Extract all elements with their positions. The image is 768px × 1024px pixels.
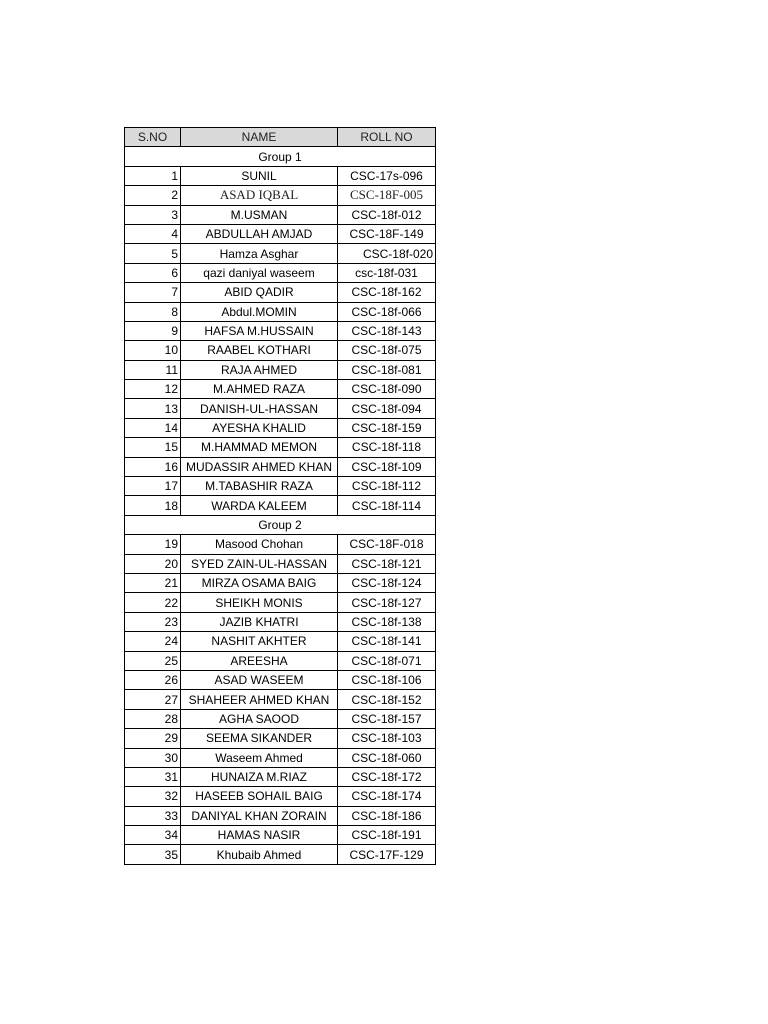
cell-sno: 23: [125, 612, 181, 631]
cell-sno: 2: [125, 186, 181, 205]
table-row: [125, 166, 436, 185]
cell-sno: 29: [125, 729, 181, 748]
cell-name: SEEMA SIKANDER: [181, 729, 338, 748]
cell-sno: 12: [125, 380, 181, 399]
table-row: [125, 283, 436, 302]
cell-sno: 4: [125, 224, 181, 243]
cell-roll-no: CSC-18f-090: [338, 380, 436, 399]
cell-name: SYED ZAIN-UL-HASSAN: [181, 554, 338, 573]
table-row: [125, 205, 436, 224]
table-row: [125, 826, 436, 845]
table-row: [125, 380, 436, 399]
cell-name: SUNIL: [181, 166, 338, 185]
cell-name: DANIYAL KHAN ZORAIN: [181, 806, 338, 825]
cell-roll-no: csc-18f-031: [338, 263, 436, 282]
cell-sno: 19: [125, 535, 181, 554]
cell-roll-no: CSC-18f-071: [338, 651, 436, 670]
cell-sno: 6: [125, 263, 181, 282]
header-sno: S.NO: [125, 128, 181, 147]
table-row: [125, 263, 436, 282]
cell-roll-no: CSC-18f-124: [338, 573, 436, 592]
cell-name: SHAHEER AHMED KHAN: [181, 690, 338, 709]
table-row: [125, 321, 436, 340]
cell-roll-no: CSC-18f-114: [338, 496, 436, 515]
table-row: [125, 457, 436, 476]
cell-name: DANISH-UL-HASSAN: [181, 399, 338, 418]
table-row: [125, 360, 436, 379]
cell-name: Masood Chohan: [181, 535, 338, 554]
cell-roll-no: CSC-18f-094: [338, 399, 436, 418]
cell-sno: 8: [125, 302, 181, 321]
table-row: [125, 709, 436, 728]
cell-sno: 14: [125, 418, 181, 437]
cell-name: Waseem Ahmed: [181, 748, 338, 767]
cell-roll-no: CSC-18F-149: [338, 224, 436, 243]
cell-roll-no: CSC-18F-018: [338, 535, 436, 554]
table-row: [125, 554, 436, 573]
cell-roll-no: CSC-18f-141: [338, 632, 436, 651]
cell-name: AGHA SAOOD: [181, 709, 338, 728]
cell-name: JAZIB KHATRI: [181, 612, 338, 631]
table-row: [125, 302, 436, 321]
cell-name: MIRZA OSAMA BAIG: [181, 573, 338, 592]
student-group-table: [124, 127, 436, 865]
cell-roll-no: CSC-18f-109: [338, 457, 436, 476]
cell-sno: 7: [125, 283, 181, 302]
table-row: [125, 186, 436, 205]
table-row: [125, 651, 436, 670]
cell-name: qazi daniyal waseem: [181, 263, 338, 282]
cell-sno: 25: [125, 651, 181, 670]
cell-name: M.HAMMAD MEMON: [181, 438, 338, 457]
cell-sno: 3: [125, 205, 181, 224]
cell-roll-no: CSC-18f-127: [338, 593, 436, 612]
cell-sno: 33: [125, 806, 181, 825]
cell-sno: 11: [125, 360, 181, 379]
cell-roll-no: CSC-17s-096: [338, 166, 436, 185]
cell-name: SHEIKH MONIS: [181, 593, 338, 612]
cell-roll-no: CSC-18f-162: [338, 283, 436, 302]
table-row: [125, 845, 436, 864]
cell-roll-no: CSC-18f-172: [338, 767, 436, 786]
cell-sno: 31: [125, 767, 181, 786]
cell-name: Hamza Asghar: [181, 244, 338, 263]
cell-roll-no: CSC-18f-012: [338, 205, 436, 224]
table-row: [125, 341, 436, 360]
cell-sno: 22: [125, 593, 181, 612]
cell-name: M.TABASHIR RAZA: [181, 477, 338, 496]
cell-roll-no: CSC-18f-075: [338, 341, 436, 360]
header-roll-no: ROLL NO: [338, 128, 436, 147]
cell-sno: 21: [125, 573, 181, 592]
table-row: [125, 535, 436, 554]
cell-roll-no: CSC-18f-138: [338, 612, 436, 631]
cell-sno: 1: [125, 166, 181, 185]
cell-name: ABDULLAH AMJAD: [181, 224, 338, 243]
cell-sno: 5: [125, 244, 181, 263]
cell-sno: 20: [125, 554, 181, 573]
header-row: [125, 128, 436, 147]
cell-name: HAMAS NASIR: [181, 826, 338, 845]
cell-sno: 24: [125, 632, 181, 651]
cell-sno: 13: [125, 399, 181, 418]
cell-sno: 18: [125, 496, 181, 515]
cell-roll-no: CSC-18f-121: [338, 554, 436, 573]
table-row: [125, 399, 436, 418]
table-row: [125, 806, 436, 825]
cell-sno: 27: [125, 690, 181, 709]
cell-name: RAJA AHMED: [181, 360, 338, 379]
cell-name: WARDA KALEEM: [181, 496, 338, 515]
cell-sno: 17: [125, 477, 181, 496]
cell-sno: 9: [125, 321, 181, 340]
cell-sno: 30: [125, 748, 181, 767]
cell-roll-no: CSC-18f-112: [338, 477, 436, 496]
table-row: [125, 224, 436, 243]
cell-sno: 34: [125, 826, 181, 845]
table-body: [125, 147, 436, 864]
table-row: [125, 418, 436, 437]
cell-name: AREESHA: [181, 651, 338, 670]
cell-roll-no: CSC-18f-118: [338, 438, 436, 457]
cell-roll-no: CSC-18f-060: [338, 748, 436, 767]
cell-sno: 10: [125, 341, 181, 360]
cell-name: HASEEB SOHAIL BAIG: [181, 787, 338, 806]
cell-roll-no: CSC-18f-152: [338, 690, 436, 709]
table-row: [125, 767, 436, 786]
cell-roll-no: CSC-18f-081: [338, 360, 436, 379]
table-row: [125, 632, 436, 651]
cell-name: Abdul.MOMIN: [181, 302, 338, 321]
group-header-row: [125, 515, 436, 534]
group-title: Group 1: [125, 147, 436, 166]
cell-roll-no: CSC-18F-005: [338, 186, 436, 205]
cell-roll-no: CSC-18f-191: [338, 826, 436, 845]
cell-sno: 15: [125, 438, 181, 457]
table-row: [125, 477, 436, 496]
cell-sno: 26: [125, 670, 181, 689]
table-row: [125, 496, 436, 515]
cell-roll-no: CSC-18f-186: [338, 806, 436, 825]
cell-roll-no: CSC-18f-159: [338, 418, 436, 437]
cell-name: AYESHA KHALID: [181, 418, 338, 437]
cell-name: HUNAIZA M.RIAZ: [181, 767, 338, 786]
cell-sno: 35: [125, 845, 181, 864]
table-row: [125, 438, 436, 457]
table-row: [125, 573, 436, 592]
cell-roll-no: CSC-18f-106: [338, 670, 436, 689]
cell-name: HAFSA M.HUSSAIN: [181, 321, 338, 340]
group-title: Group 2: [125, 515, 436, 534]
cell-name: RAABEL KOTHARI: [181, 341, 338, 360]
cell-roll-no: CSC-18f-143: [338, 321, 436, 340]
cell-sno: 28: [125, 709, 181, 728]
cell-roll-no: CSC-18f-157: [338, 709, 436, 728]
table-row: [125, 612, 436, 631]
cell-name: ASAD IQBAL: [181, 186, 338, 205]
cell-name: M.USMAN: [181, 205, 338, 224]
table-row: [125, 244, 436, 263]
table-row: [125, 670, 436, 689]
cell-name: M.AHMED RAZA: [181, 380, 338, 399]
cell-name: Khubaib Ahmed: [181, 845, 338, 864]
cell-roll-no: CSC-18f-020: [338, 244, 436, 263]
header-name: NAME: [181, 128, 338, 147]
cell-sno: 16: [125, 457, 181, 476]
table-row: [125, 748, 436, 767]
table-row: [125, 690, 436, 709]
cell-name: MUDASSIR AHMED KHAN: [181, 457, 338, 476]
table-row: [125, 593, 436, 612]
cell-sno: 32: [125, 787, 181, 806]
group-header-row: [125, 147, 436, 166]
cell-name: ABID QADIR: [181, 283, 338, 302]
cell-roll-no: CSC-18f-103: [338, 729, 436, 748]
cell-name: NASHIT AKHTER: [181, 632, 338, 651]
table-row: [125, 729, 436, 748]
cell-roll-no: CSC-17F-129: [338, 845, 436, 864]
table-row: [125, 787, 436, 806]
cell-roll-no: CSC-18f-174: [338, 787, 436, 806]
cell-name: ASAD WASEEM: [181, 670, 338, 689]
cell-roll-no: CSC-18f-066: [338, 302, 436, 321]
